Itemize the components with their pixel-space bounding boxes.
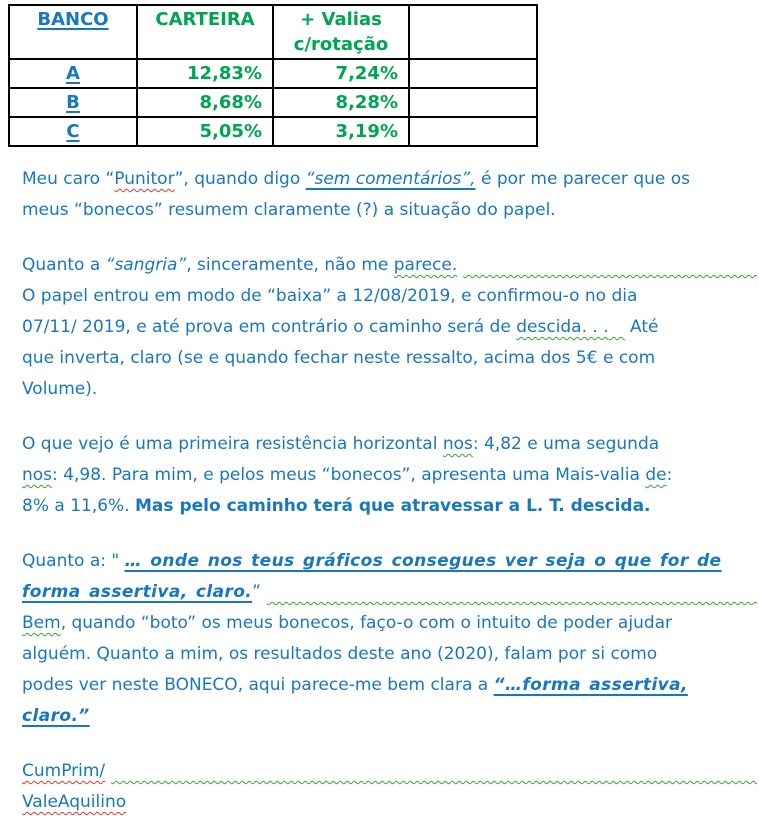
text-run: ”, quando digo — [174, 169, 306, 189]
text-line — [22, 701, 757, 732]
word-nos-grammar: nos — [22, 465, 53, 485]
signature-valeaquilino: ValeAquilino — [22, 792, 127, 812]
text-run: Quanto a: " — [22, 551, 125, 571]
text-line — [22, 670, 757, 701]
table-row — [9, 59, 537, 88]
table-header-row — [9, 5, 537, 59]
cell-bank-c — [9, 117, 137, 146]
word-de-grammar: de — [645, 465, 667, 485]
text-run: Volume). — [22, 379, 98, 399]
cell-empty-a — [409, 59, 537, 88]
banco-performance-table — [8, 4, 538, 147]
text-run: 07/11/ 2019, e até prova em contrário o caminho será de — [22, 317, 517, 337]
text-line — [22, 787, 757, 818]
bold-warning-text: Mas pelo caminho terá que atravessar a L. T. descida. — [135, 496, 651, 516]
cell-empty-c — [409, 117, 537, 146]
text-line — [22, 756, 757, 787]
bank-b-label: B — [66, 92, 80, 113]
table-row — [9, 88, 537, 117]
text-run: é por me parecer que os — [475, 169, 691, 189]
text-line — [22, 429, 757, 460]
grammar-squiggle — [111, 756, 757, 787]
header-banco-label: BANCO — [37, 9, 109, 30]
cell-carteira-c: 5,05% — [137, 117, 273, 146]
text-line — [22, 546, 757, 577]
header-valias-line1: + Valias — [300, 9, 382, 30]
text-run: , sinceramente, não me — [186, 255, 394, 275]
text-run: meus “bonecos” resumem claramente (?) a situação do papel. — [22, 200, 556, 220]
cell-bank-a — [9, 59, 137, 88]
text-run: Até — [624, 317, 659, 337]
text-line — [22, 343, 757, 374]
text-run: Meu caro “ — [22, 169, 115, 189]
cell-carteira-b: 8,68% — [137, 88, 273, 117]
paragraph-citacao — [22, 546, 757, 732]
header-cell-empty — [409, 5, 537, 59]
grammar-squiggle — [267, 577, 757, 608]
header-cell-valias — [273, 5, 409, 59]
paragraph-resistencia — [22, 429, 757, 522]
message-body — [22, 164, 757, 818]
signature-cumprim: CumPrim/ — [22, 761, 106, 781]
quoted-forma-assertiva: claro.” — [22, 706, 90, 726]
text-line — [22, 491, 757, 522]
text-line — [22, 250, 757, 281]
header-carteira-label: CARTEIRA — [155, 9, 255, 30]
text-run: 8% a 11,6%. — [22, 496, 136, 516]
bank-a-label: A — [66, 63, 80, 84]
cell-valias-a: 7,24% — [273, 59, 409, 88]
cell-bank-b — [9, 88, 137, 117]
text-line — [22, 164, 757, 195]
text-run: , quando “boto” os meus bonecos, faço-o com o intuito de poder ajudar — [60, 613, 673, 633]
cell-empty-b — [409, 88, 537, 117]
quote-sangria: “sangria” — [105, 255, 187, 275]
word-parece-grammar: parece. — [393, 255, 458, 275]
text-line — [22, 195, 757, 226]
text-run: : 4,82 e uma segunda — [472, 434, 660, 454]
quoted-forma-assertiva: “…forma assertiva, — [493, 675, 688, 695]
table-row — [9, 117, 537, 146]
text-run: que inverta, claro (se e quando fechar neste ressalto, acima dos 5€ e com — [22, 348, 656, 368]
grammar-squiggle — [463, 250, 757, 281]
text-run: : 4,98. Para mim, e pelos meus “bonecos”, apresenta uma Mais-valia — [52, 465, 646, 485]
text-run: Quanto a — [22, 255, 106, 275]
header-valias-line2: c/rotação — [293, 34, 389, 55]
grammar-squiggle — [609, 312, 625, 343]
word-punitor-misspelling: Punitor — [114, 169, 175, 189]
paragraph-signature — [22, 756, 757, 818]
word-descida-grammar: descida. . . — [516, 317, 609, 337]
text-run: O que vejo é uma primeira resistência horizontal — [22, 434, 443, 454]
text-line — [22, 460, 757, 491]
text-run: alguém. Quanto a mim, os resultados deste ano (2020), falam por si como — [22, 644, 658, 664]
text-line — [22, 577, 757, 608]
header-cell-carteira — [137, 5, 273, 59]
quoted-challenge-text: forma assertiva, claro. — [22, 582, 253, 602]
header-cell-banco — [9, 5, 137, 59]
paragraph-sangria — [22, 250, 757, 405]
cell-valias-b: 8,28% — [273, 88, 409, 117]
bank-c-label: C — [66, 121, 80, 142]
word-nos-grammar: nos — [442, 434, 473, 454]
text-line — [22, 281, 757, 312]
word-bem-grammar: Bem — [22, 613, 61, 633]
quoted-challenge-text: … onde nos teus gráficos consegues ver seja o que for de — [124, 551, 722, 571]
text-run: ” — [252, 582, 261, 602]
text-run: : — [666, 465, 673, 485]
cell-carteira-a: 12,83% — [137, 59, 273, 88]
text-line — [22, 639, 757, 670]
text-line — [22, 312, 757, 343]
text-line — [22, 608, 757, 639]
paragraph-intro — [22, 164, 757, 226]
text-run: O papel entrou em modo de “baixa” a 12/08/2019, e confirmou-o no dia — [22, 286, 638, 306]
text-line — [22, 374, 757, 405]
quote-sem-comentarios: “sem comentários”, — [305, 169, 476, 189]
text-run: podes ver neste BONECO, aqui parece-me bem clara a — [22, 675, 494, 695]
cell-valias-c: 3,19% — [273, 117, 409, 146]
